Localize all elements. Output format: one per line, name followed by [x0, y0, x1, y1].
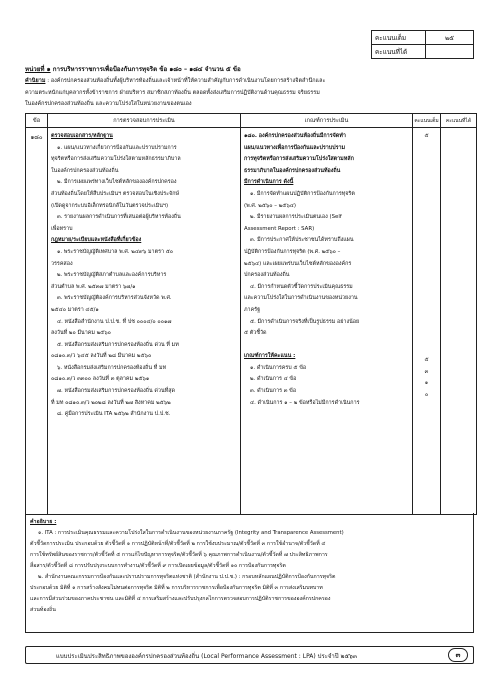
- criteria-line: ปฏิบัติการป้องกันการทุจริต (พ.ศ. ๒๕๖๐ –: [244, 248, 341, 255]
- criteria-line: Assessment Report : SAR): [244, 225, 315, 232]
- unit-title: [25, 64, 475, 74]
- criteria-subheading: มีการดำเนินการ ดังนี้: [244, 179, 294, 186]
- law-line: ๗. หนังสือกรมส่งเสริมการปกครองท้องถิ่น ด่วนที่สุด: [57, 388, 175, 395]
- footer-text: แบบประเมินประสิทธิภาพขององค์กรปกครองส่วนท้องถิ่น (Local Performance Assessment : LPA) ประจำปี ๒๕๖๓: [56, 653, 357, 660]
- criteria-spacer: [244, 340, 409, 352]
- scoring-line: ๔. ดำเนินการ ๑ – ๒ ข้อหรือไม่มีการดำเนินการ: [250, 399, 360, 406]
- header-obtained-score: คะแนนที่ได้: [441, 114, 477, 128]
- score-value: ๕: [424, 357, 429, 363]
- assessment-table: [25, 113, 477, 515]
- table-row: [26, 128, 477, 515]
- table-header-row: [26, 114, 477, 128]
- notes-line: ตัวชี้วัดการประเมิน ประกอบด้วย ตัวชี้วัดที่ ๑ การปฏิบัติหน้าที่/ตัวชี้วัดที่ ๒ การใช้งบประมาณ/ตัวชี้วัดที่ ๓ การใช้อำนาจ/ตัวชี้วัดที่ ๔: [30, 541, 326, 547]
- notes-line: ส่วนท้องถิ่น: [30, 607, 56, 613]
- notes-line: และการมีส่วนร่วมของภาคประชาชน และมิติที่ ๔ การเสริมสร้างและปรับปรุงกลไกการตรวจสอบการปฏิบัติราชการขององค์กรปกครอง: [30, 596, 331, 602]
- notes-box: [25, 513, 474, 633]
- scoring-line: ๒. ดำเนินการ ๔ ข้อ: [250, 376, 297, 383]
- law-line: ส่วนตำบล พ.ศ. ๒๕๓๗ มาตรา ๖๗/๑: [51, 283, 136, 290]
- process-line: ทุจริตหรือการส่งเสริมความโปร่งใสตามหลักธรรมาภิบาล: [51, 156, 181, 163]
- criteria-line: ๒๕๖๔) และเผยแพร่บนเว็บไซต์หลักขององค์กร: [244, 260, 352, 267]
- definition-line: : องค์กรปกครองส่วนท้องถิ่นทั้งผู้บริหารท้องถิ่นและเจ้าหน้าที่ให้ความสำคัญกับการดำเนินงานโดยการสร้างจิตสำนึกและ: [45, 78, 326, 84]
- scoring-line: ๑. ดำเนินการครบ ๕ ข้อ: [250, 364, 307, 371]
- notes-line: สื่อสาร/ตัวชี้วัดที่ ๘ การปรับปรุงระบบการทำงาน/ตัวชี้วัดที่ ๙ การเปิดเผยข้อมูล/ตัวชี้วัดที่ ๑๐ การป้องกันการทุจริต: [30, 563, 286, 569]
- criteria-line: และความโปร่งใสในการดำเนินงานของหน่วยงาน: [244, 295, 358, 302]
- criteria-heading: แผน/แนวทางเพื่อการป้องกันและปราบปราม: [244, 144, 346, 151]
- process-line: ๓. รายงานผลการดำเนินการที่เสนอต่อผู้บริหารท้องถิ่น: [57, 214, 181, 221]
- score-value: ๑: [424, 380, 429, 387]
- law-line: ๒๕๔๐ มาตรา ๔๕/๑: [51, 306, 99, 313]
- law-line: ๘. คู่มือการประเมิน ITA ๒๕๖๒ สำนักงาน ป.ป.ช.: [57, 411, 171, 418]
- law-line: ๖. หนังสือกรมส่งเสริมการปกครองท้องถิ่น ที่ มท: [57, 364, 167, 371]
- criteria-line: ๕. มีการดำเนินการจริงที่เป็นรูปธรรม อย่างน้อย: [250, 318, 360, 325]
- item-full-score: ๕: [424, 133, 429, 139]
- law-line: ๒. พระราชบัญญัติสภาตำบลและองค์การบริหาร: [57, 272, 167, 279]
- header-item-no: ข้อ: [26, 114, 48, 128]
- definition-line: ในองค์กรปกครองส่วนท้องถิ่น และความโปร่งใสในหน่วยงานของตนเอง: [25, 101, 192, 108]
- criteria-line: ๔. มีการกำหนดตัวชี้วัดการประเมินคุณธรรม: [250, 283, 353, 290]
- process-line: ๒. มีการเผยแพร่ทางเว็บไซต์หลักขององค์กรปกครอง: [57, 179, 177, 186]
- full-score-cell: [413, 128, 441, 515]
- process-line: เพื่อทราบ: [51, 225, 73, 232]
- page-number: ๓: [448, 648, 468, 662]
- scoring-line: ๓. ดำเนินการ ๓ ข้อ: [250, 388, 297, 395]
- score-box: [371, 30, 474, 59]
- law-line: ๐๘๑๐.๓/ว ๓๓๐๐ ลงวันที่ ๓ ตุลาคม ๒๕๖๑: [51, 376, 150, 383]
- process-line: ๑. แผน/แนวทางเกี่ยวการป้องกันและปราบปรามการ: [57, 144, 177, 151]
- obtained-score-row: [372, 44, 473, 58]
- full-score-row: [372, 31, 473, 44]
- law-line: ๔. หนังสือสำนักงาน ป.ป.ช. ที่ ปช ๐๐๐๔/๐ ๐๐๑๗: [57, 318, 172, 325]
- criteria-line: ๓. มีการประกาศให้ประชาชนได้ทราบถึงแผน: [250, 237, 354, 244]
- unit-title-text: การบริหารราชการเพื่อป้องกันการทุจริต ข้อ ๑๘๐ – ๑๘๔ จำนวน ๕ ข้อ: [50, 66, 241, 73]
- obtained-score-value: [426, 45, 473, 58]
- criteria-line: ๒. มีรายงานผลการประเมินตนเอง (Self: [250, 214, 342, 221]
- process-line: ในองค์กรปกครองส่วนท้องถิ่น: [51, 167, 119, 174]
- notes-title: คำอธิบาย :: [30, 519, 57, 525]
- item-number: ๑๘๐: [26, 128, 48, 515]
- header-criteria: เกณฑ์การประเมิน: [241, 114, 413, 128]
- page-footer: [25, 646, 474, 664]
- full-score-value: ๒๕: [444, 34, 455, 42]
- criteria-cell: [241, 128, 413, 515]
- criteria-line: ๕ ตัวชี้วัด: [244, 330, 267, 337]
- law-line: วรรคสอง: [51, 260, 73, 267]
- definition-paragraph: [25, 76, 475, 111]
- process-line: ส่วนท้องถิ่นโดยให้สืบประเมินฯ ตรวจสอบในเชิงประจักษ์: [51, 190, 180, 197]
- notes-line: ๑. ITA : การประเมินคุณธรรมและความโปร่งใสในการดำเนินงานของหน่วยงานภาครัฐ (Integrity and Transparence Assessment): [38, 530, 344, 536]
- criteria-line: (พ.ศ. ๒๕๖๐ – ๒๕๖๔): [244, 202, 296, 209]
- obtained-score-cell: [441, 128, 477, 515]
- process-cell: [48, 128, 241, 515]
- notes-line: การใช้ทรัพย์สินของราชการ/ตัวชี้วัดที่ ๕ การแก้ไขปัญหาการทุจริต/ตัวชี้วัดที่ ๖ คุณภาพการดำเนินงาน/ตัวชี้วัดที่ ๗ ประสิทธิภาพการ: [30, 552, 328, 558]
- law-heading: กฎหมาย/ระเบียบและหนังสือที่เกี่ยวข้อง: [51, 237, 142, 244]
- obtained-score-label: คะแนนที่ได้: [372, 45, 426, 58]
- criteria-line: ภาครัฐ: [244, 306, 261, 313]
- law-line: ๐๘๑๐.๓/ว ๖๔๕ ลงวันที่ ๒๘ มีนาคม ๒๕๖๐: [51, 353, 152, 360]
- notes-line: ประกอบด้วย มิติที่ ๑ การสร้างสังคมไม่ทนต่อการทุจริต มิติที่ ๒ การบริหารราชการเพื่อป้องกันการทุจริต มิติที่ ๓ การส่งเสริมบทบาท: [30, 585, 323, 591]
- criteria-line: ปกครองส่วนท้องถิ่น: [244, 272, 290, 279]
- criteria-heading: ๑๘๐. องค์กรปกครองส่วนท้องถิ่นมีการจัดทำ: [244, 133, 346, 139]
- criteria-line: ๑. มีการจัดทำแผนปฏิบัติการป้องกันการทุจริต: [250, 190, 355, 197]
- score-value: ๐: [424, 391, 429, 398]
- law-line: ๓. พระราชบัญญัติองค์การบริหารส่วนจังหวัด พ.ศ.: [57, 295, 172, 302]
- criteria-heading: ธรรมาภิบาลในองค์กรปกครองส่วนท้องถิ่น: [244, 167, 341, 174]
- full-score-label: คะแนนเต็ม: [372, 31, 426, 44]
- header-full-score: คะแนนเต็ม: [413, 114, 441, 128]
- header-process: การตรวจสอบการประเมิน: [48, 114, 241, 128]
- scoring-heading: เกณฑ์การให้คะแนน :: [244, 353, 296, 360]
- law-line: ลงวันที่ ๒๐ มีนาคม ๒๕๖๐: [51, 330, 111, 337]
- unit-number: หน่วยที่ ๑: [25, 66, 51, 73]
- definition-label: คำนิยาม: [25, 78, 46, 84]
- criteria-heading: การทุจริตหรือการส่งเสริมความโปร่งใสตามหลัก: [244, 156, 354, 163]
- notes-line: ๒. สำนักงานคณะกรรมการป้องกันและปราบปรามการทุจริตแห่งชาติ (สำนักงาน ป.ป.ช.) : กรอบหลักแผนปฏิบัติการป้องกันการทุจริต: [38, 574, 336, 580]
- law-line: ๕. หนังสือกรมส่งเสริมการปกครองท้องถิ่น ด่วน ที่ มท: [57, 341, 179, 348]
- definition-line: ความตระหนักแก่บุคลากรทั้งข้าราชการ ฝ่ายบริหาร สมาชิกสภาท้องถิ่น ตลอดทั้งส่งเสริมการปฏิบัติงานด้านคุณธรรม จริยธรรม: [25, 89, 320, 96]
- law-line: ที่ มท ๐๘๑๐.๓/ว ๒๐๒๘ ลงวันที่ ๒๗ สิงหาคม ๒๕๖๒: [51, 399, 171, 406]
- process-heading: ตรวจสอบเอกสาร/หลักฐาน: [51, 133, 113, 139]
- process-line: (เปิดดูจากระบบอิเล็กทรอนิกส์ในวันตรวจประเมินฯ): [51, 202, 169, 209]
- score-value: ๓: [424, 368, 429, 375]
- law-line: ๑. พระราชบัญญัติเทศบาล พ.ศ. ๒๔๙๖ มาตรา ๕๐: [57, 248, 174, 255]
